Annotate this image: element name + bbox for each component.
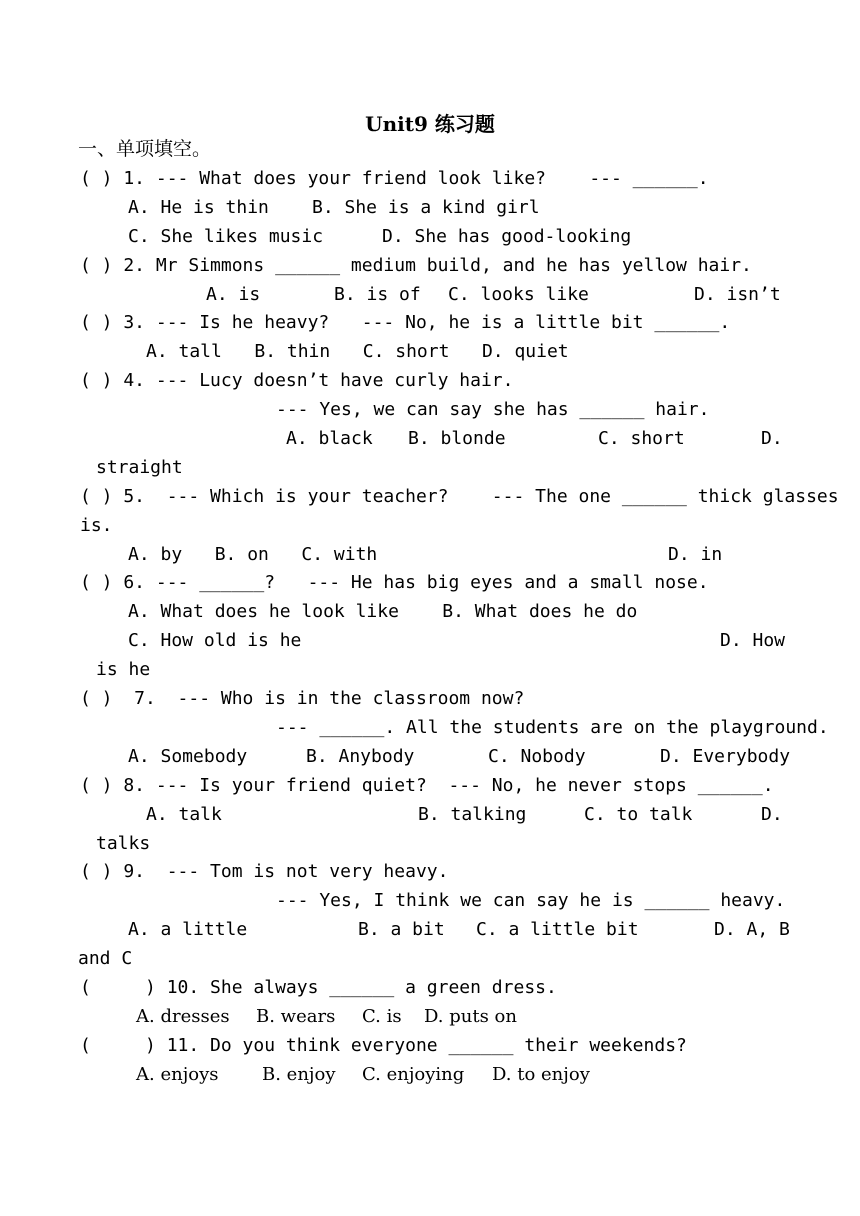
- q3-options: A. tall B. thin C. short D. quiet: [146, 341, 569, 362]
- q11-option-b: B. enjoy: [262, 1064, 336, 1085]
- question-9: ( ) 9. --- Tom is not very heavy.: [80, 861, 449, 882]
- section-heading: 一、单项填空。: [78, 138, 212, 160]
- q9-option-c: C. a little bit: [476, 919, 639, 940]
- q4-option-b: B. blonde: [408, 428, 506, 449]
- question-9-response: --- Yes, I think we can say he is ______ heavy.: [276, 890, 786, 911]
- q4-option-a: A. black: [286, 428, 373, 449]
- q10-option-d: D. puts on: [424, 1006, 517, 1027]
- q2-option-c: C. looks like: [448, 284, 589, 305]
- q8-option-d: D.: [761, 804, 783, 825]
- q4-option-c: C. short: [598, 428, 685, 449]
- q6-options-ab: A. What does he look like B. What does he do: [128, 601, 638, 622]
- q8-option-c: C. to talk: [584, 804, 693, 825]
- question-11: ( ) 11. Do you think everyone ______ their weekends?: [80, 1035, 687, 1056]
- q2-option-a: A. is: [206, 284, 261, 305]
- q1-option-c: C. She likes music: [128, 226, 324, 247]
- q2-option-b: B. is of: [334, 284, 421, 305]
- question-6: ( ) 6. --- ______? --- He has big eyes and a small nose.: [80, 572, 709, 593]
- question-1: ( ) 1. --- What does your friend look like? --- ______.: [80, 168, 709, 189]
- q11-option-c: C. enjoying: [362, 1064, 465, 1085]
- q10-option-b: B. wears: [256, 1006, 336, 1027]
- q7-option-b: B. Anybody: [306, 746, 415, 767]
- q7-option-d: D. Everybody: [660, 746, 791, 767]
- q9-option-a: A. a little: [128, 919, 248, 940]
- q1-option-d: D. She has good-looking: [382, 226, 632, 247]
- q10-option-c: C. is: [362, 1006, 402, 1027]
- q10-option-a: A. dresses: [136, 1006, 230, 1027]
- page-title: Unit9 练习题: [365, 112, 495, 136]
- question-3: ( ) 3. --- Is he heavy? --- No, he is a little bit ______.: [80, 312, 731, 333]
- q2-option-d: D. isn’t: [694, 284, 781, 305]
- q11-option-a: A. enjoys: [136, 1064, 219, 1085]
- q6-option-c: C. How old is he: [128, 630, 302, 651]
- q7-option-a: A. Somebody: [128, 746, 248, 767]
- q6-option-d: D. How: [720, 630, 786, 651]
- q1-option-b: B. She is a kind girl: [312, 197, 540, 218]
- question-7: ( ) 7. --- Who is in the classroom now?: [80, 688, 525, 709]
- q9-option-b: B. a bit: [358, 919, 445, 940]
- q8-option-d-text: talks: [96, 833, 151, 854]
- question-5: ( ) 5. --- Which is your teacher? --- The one ______ thick glasses: [80, 486, 839, 507]
- question-2: ( ) 2. Mr Simmons ______ medium build, and he has yellow hair.: [80, 255, 752, 276]
- q9-option-d-text: and C: [78, 948, 133, 969]
- question-4: ( ) 4. --- Lucy doesn’t have curly hair.: [80, 370, 514, 391]
- question-4-response: --- Yes, we can say she has ______ hair.: [276, 399, 710, 420]
- q9-option-d: D. A, B: [714, 919, 790, 940]
- q11-option-d: D. to enjoy: [492, 1064, 590, 1085]
- q5-options-abc: A. by B. on C. with: [128, 544, 378, 565]
- question-8: ( ) 8. --- Is your friend quiet? --- No, he never stops ______.: [80, 775, 774, 796]
- q4-option-d: D.: [761, 428, 783, 449]
- q8-option-b: B. talking: [418, 804, 527, 825]
- q8-option-a: A. talk: [146, 804, 222, 825]
- q7-option-c: C. Nobody: [488, 746, 586, 767]
- q6-option-d-text: is he: [96, 659, 151, 680]
- question-10: ( ) 10. She always ______ a green dress.: [80, 977, 557, 998]
- q4-option-d-text: straight: [96, 457, 183, 478]
- question-7-response: --- ______. All the students are on the playground.: [276, 717, 829, 738]
- question-5-cont: is.: [80, 515, 113, 536]
- q1-option-a: A. He is thin: [128, 197, 269, 218]
- q5-option-d: D. in: [668, 544, 723, 565]
